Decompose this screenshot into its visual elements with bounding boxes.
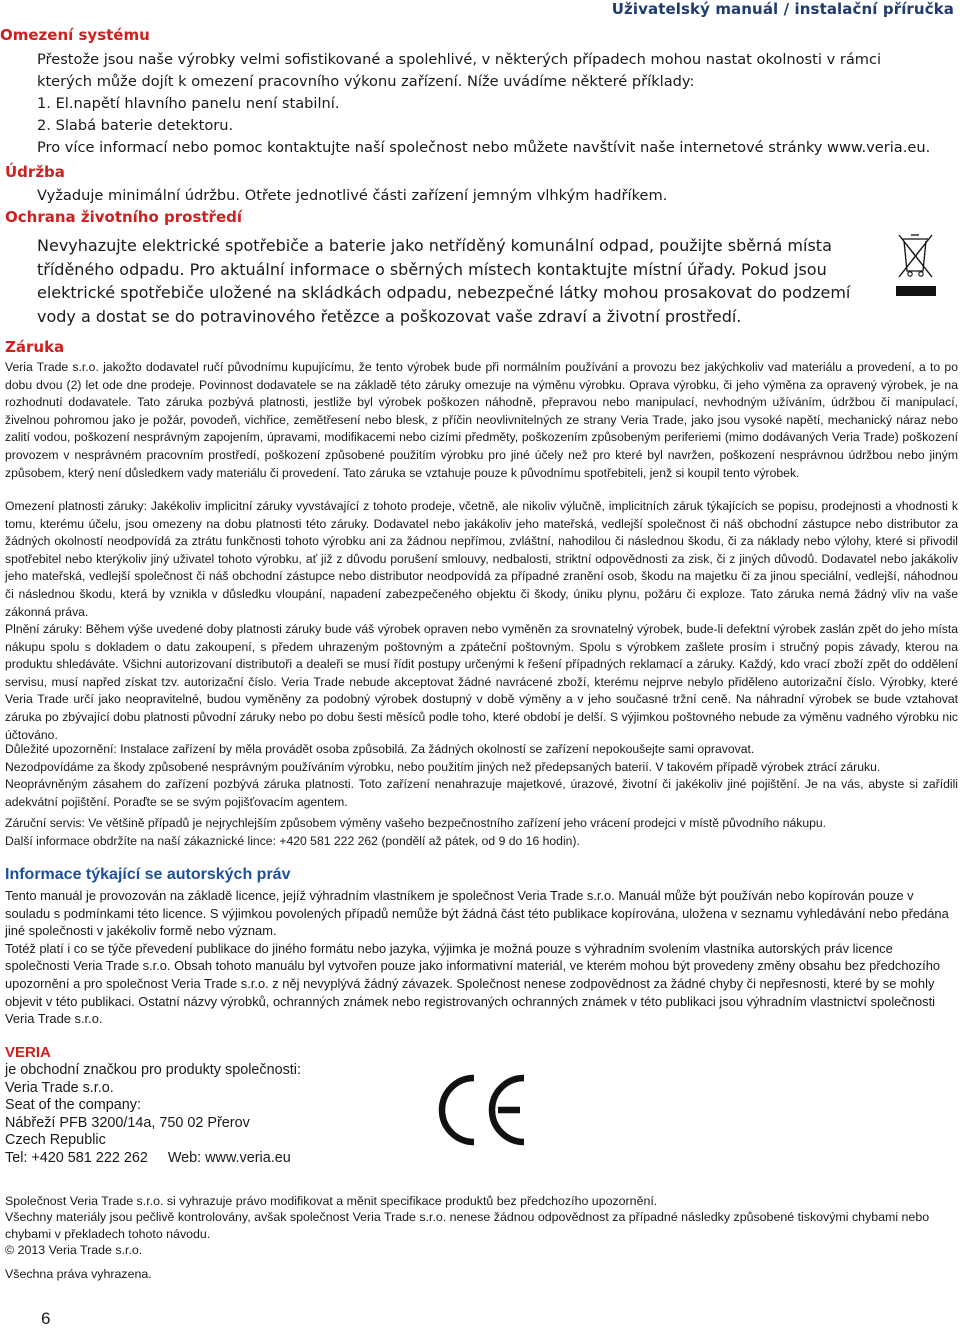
warranty-service: [5, 815, 958, 850]
limits-line: Pro více informací nebo pomoc kontaktujte naší společnost nebo můžete navštívit naše internetové stránky www.veria.eu.: [37, 139, 931, 156]
copyright-p2: Totéž platí i co se týče převedení publikace do jiného formátu nebo jazyka, výjimka je možná pouze s výhradním svolením vlastníka autorských práv licence společnosti Veria Trade s.r.o. Obsah tohoto manuálu byl vytvořen pouze jako informativní materiál, ve kterém mohou být provedeny změny obsahu bez předchozího upozornění a pro společnost Veria Trade s.r.o. z něj nevyplývá žádný závazek. Společnost nenese zodpovědnost za žádné chyby či nepřesnosti, které by se mohly objevit v této publikaci. Ostatní názvy výrobků, ochranných známek nebo registrovaných ochranných známek v této publikaci jsou výhradním vlastnictví společnosti Veria Trade s.r.o.: [5, 940, 941, 1027]
page-number: 6: [41, 1309, 51, 1328]
copyright-p1: Tento manuál je provozován na základě licence, jejíž výhradním vlastníkem je společnost Veria Trade s.r.o. Manuál může být používán nebo kopírován pouze v souladu s podmínkami této licence. S výjimkou povolených případů nemůže být žádná část této publikace kopírována, uložena v seznamu vyhledávání nebo předána jiné společnosti v jakékoliv formě nebo význam.: [5, 888, 949, 939]
veria-line: Seat of the company:: [5, 1097, 141, 1114]
veria-line: Czech Republic: [5, 1132, 106, 1149]
weee-crossed-bin-icon: [894, 229, 938, 299]
warranty-notice-line: Důležité upozornění: Instalace zařízení by měla provádět osoba způsobilá. Za žádných okolností se zařízení nepokoušejte sami opravovat.: [5, 742, 755, 756]
limits-line: 1. El.napětí hlavního panelu není stabilní.: [37, 95, 340, 112]
ce-mark-icon: [432, 1070, 532, 1150]
warranty-service-line: Záruční servis: Ve většině případů je nejrychlejším způsobem výměny vašeho bezpečnostního zařízení jeho vrácení prodejci v místě původního nákupu.: [5, 816, 827, 830]
limits-line: kterých může dojít k omezení pracovního výkonu zařízení. Níže uvádíme některé příklady:: [37, 73, 695, 90]
limits-text: [37, 49, 952, 159]
limits-heading: Omezení systému: [0, 26, 150, 44]
environment-text: Nevyhazujte elektrické spotřebiče a baterie jako netříděný komunální odpad, použijte sběrná místa tříděného odpadu. Pro aktuální informace o sběrných místech kontaktujte místní úřady. Pokud jsou elektrické spotřebiče uložené na skládkách odpadu, nebezpečné látky mohou prosakovat do podzemí vody a dostat se do potravinového řetězce a poškozovat vaše zdraví a životní prostředí.: [37, 236, 851, 326]
warranty-heading: Záruka: [5, 338, 65, 356]
footer-copyright: © 2013 Veria Trade s.r.o.: [5, 1243, 143, 1258]
page-header-title: Uživatelský manuál / instalační příručka: [611, 0, 954, 18]
maintenance-text: Vyžaduje minimální údržbu. Otřete jednotlivé části zařízení jemným vlhkým hadříkem.: [37, 187, 668, 204]
warranty-p3: Plnění záruky: Během výše uvedené doby platnosti záruky bude váš výrobek opraven nebo vyměněn za srovnatelný výrobek, bude-li defektní výrobek zaslán zpět do jeho místa nákupu spolu s dokladem o datu zakoupení, s předem uhrazeným poštovným a zpáteční poštovným. Spolu s výrobkem zašlete prosím i stručný popis závady, kterou na produktu shledáváte. Všichni autorizovaní distributoři a dealeři se musí řídit postupy určenými k řešení případných reklamací a záruky. Každý, kdo vrací zboží zpět do oddělení servisu, musí napřed získat tzv. autorizační číslo. Veria Trade nebude akceptovat žádné navrácené zboží, kterému nejprve nebylo přiděleno autorizační číslo. Výrobky, které Veria Trade určí jako neopravitelné, budou vyměněny za podobný výrobek dostupný v době výměny a v jeho současné tržní ceně. Na náhradní výrobek se bude vztahovat záruka po zbývající dobu platnosti původní záruky nebo po dobu šesti měsíců podle toho, které období je delší. S výjimkou poštovného nebude za výměnu vadného výrobku nic účtováno.: [5, 622, 958, 742]
footer-rights: Všechna práva vyhrazena.: [5, 1267, 152, 1281]
footer-text: [5, 1193, 955, 1259]
warranty-notice-line: Neoprávněným zásahem do zařízení pozbývá záruka platnosti. Toto zařízení nenahrazuje majetkové, úrazové, životní či jakékoliv jiné pojištění. Je na vás, abyste si zařídili adekvátní pojištění. Poraďte se se svým pojišťovacím agentem.: [5, 777, 958, 809]
warranty-notice: [5, 741, 958, 811]
veria-web: Web: www.veria.eu: [167, 1149, 291, 1166]
warranty-p2: Omezení platnosti záruky: Jakékoliv implicitní záruky vyvstávající z tohoto prodeje, včetně, ale nikoliv výlučně, implicitních záruk týkajících se popisu, prodejnosti a vhodnosti k tomu, kterému účelu, jsou omezeny na dobu platnosti této záruky. Dodavatel nebo jakákoliv jeho mateřská, vedlejší společnost či náš obchodní zástupce nebo distributor za žádných okolností neodpovídá za ztrátu funkčnosti tohoto výrobku ani za žádnou nepřímou, zvláštní, nahodilou či následnou škodu, či za náklady nebo výlohy, které si přivodil spotřebitel nebo kterýkoliv jiný uživatel tohoto výrobku, ať již z důvodu porušení smlouvy, nedbalosti, striktní odpovědnosti za zisk, či z jiných důvodů. Dodavatel nebo jakákoliv jeho mateřská, vedlejší společnost či náš obchodní zástupce nebo distributor neodpovídá za případné zranění osob, škodu na majetku či za jinou speciální, vedlejší, náhodnou či následnou škodu, která by vznikla v důsledku vloupání, napadení zabezpečeného objektu či škody, úniku plynu, požáru či exploze. Tato záruka nemá žádný vliv na vaše zákonná práva.: [5, 499, 958, 619]
maintenance-heading: Údržba: [5, 163, 65, 181]
veria-line: je obchodní značkou pro produkty společnosti:: [5, 1062, 301, 1078]
footer-line: Společnost Veria Trade s.r.o. si vyhrazuje právo modifikovat a měnit specifikace produktů bez předchozího upozornění.: [5, 1194, 658, 1208]
veria-line: Veria Trade s.r.o.: [5, 1079, 114, 1096]
veria-tel: Tel: +420 581 222 262: [5, 1149, 148, 1166]
environment-heading: Ochrana životního prostředí: [5, 208, 243, 226]
warranty-service-line: Další informace obdržíte na naší zákaznické lince: +420 581 222 262 (pondělí až pátek, od 9 do 16 hodin).: [5, 833, 580, 848]
copyright-heading: Informace týkající se autorských práv: [5, 866, 291, 883]
veria-contact: [5, 1062, 425, 1168]
limits-line: Přestože jsou naše výrobky velmi sofistikované a spolehlivé, v některých případech mohou nastat okolnosti v rámci: [37, 51, 882, 68]
copyright-text: [5, 887, 955, 1028]
warranty-p1: Veria Trade s.r.o. jakožto dodavatel ručí původnímu kupujícímu, že tento výrobek bude při normálním používání a provozu bez jakýchkoliv vad materiálu a provedení, a to po dobu dvou (2) let ode dne prodeje. Povinnost dodavatele se na základě této záruky omezuje na výměnu výrobku. Oprava výrobku, či jeho výměna za opravený výrobek, je na rozhodnutí dodavatele. Tato záruka pozbývá platnosti, jestliže byl výrobek poškozen náhodně, přepravou nebo manipulací, nevhodným užíváním, údržbou či manipulací, živelnou pohromou jako je požár, povodeň, vichřice, zemětřesení nebo blesk, z příčin neovlivnitelných ze strany Veria Trade, jako jsou vysoké napětí, mechanický náraz nebo zalití vodou, poškození nesprávným zapojením, úpravami, modifikacemi nebo cizími předměty, poškozením způsobeným periferiemi (mimo dodávaných Veria Trade) poškození provozem v nesprávném pracovním prostředí, poškození způsobené použitím výrobku pro jiné účely než pro které byl navržen, poškození nesprávnou údržbou nebo jiným způsobem, který není důsledkem vady materiálu či provedení. Tato záruka se vztahuje pouze k původnímu spotřebiteli, jenž si koupil tento výrobek.: [5, 360, 958, 480]
warranty-notice-line: Nezodpovídáme za škody způsobené nesprávným používáním výrobku, nebo použitím jiných než předepsaných baterií. V takovém případě výrobek ztrácí záruku.: [5, 759, 881, 774]
veria-heading: VERIA: [5, 1044, 51, 1061]
footer-line: Všechny materiály jsou pečlivě kontrolovány, avšak společnost Veria Trade s.r.o. nenese žádnou odpovědnost za případné následky způsobené tiskovými chybami nebo chybami v překladech tohoto návodu.: [5, 1210, 930, 1241]
limits-line: 2. Slabá baterie detektoru.: [37, 117, 234, 134]
veria-line: Nábřeží PFB 3200/14a, 750 02 Přerov: [5, 1114, 250, 1131]
